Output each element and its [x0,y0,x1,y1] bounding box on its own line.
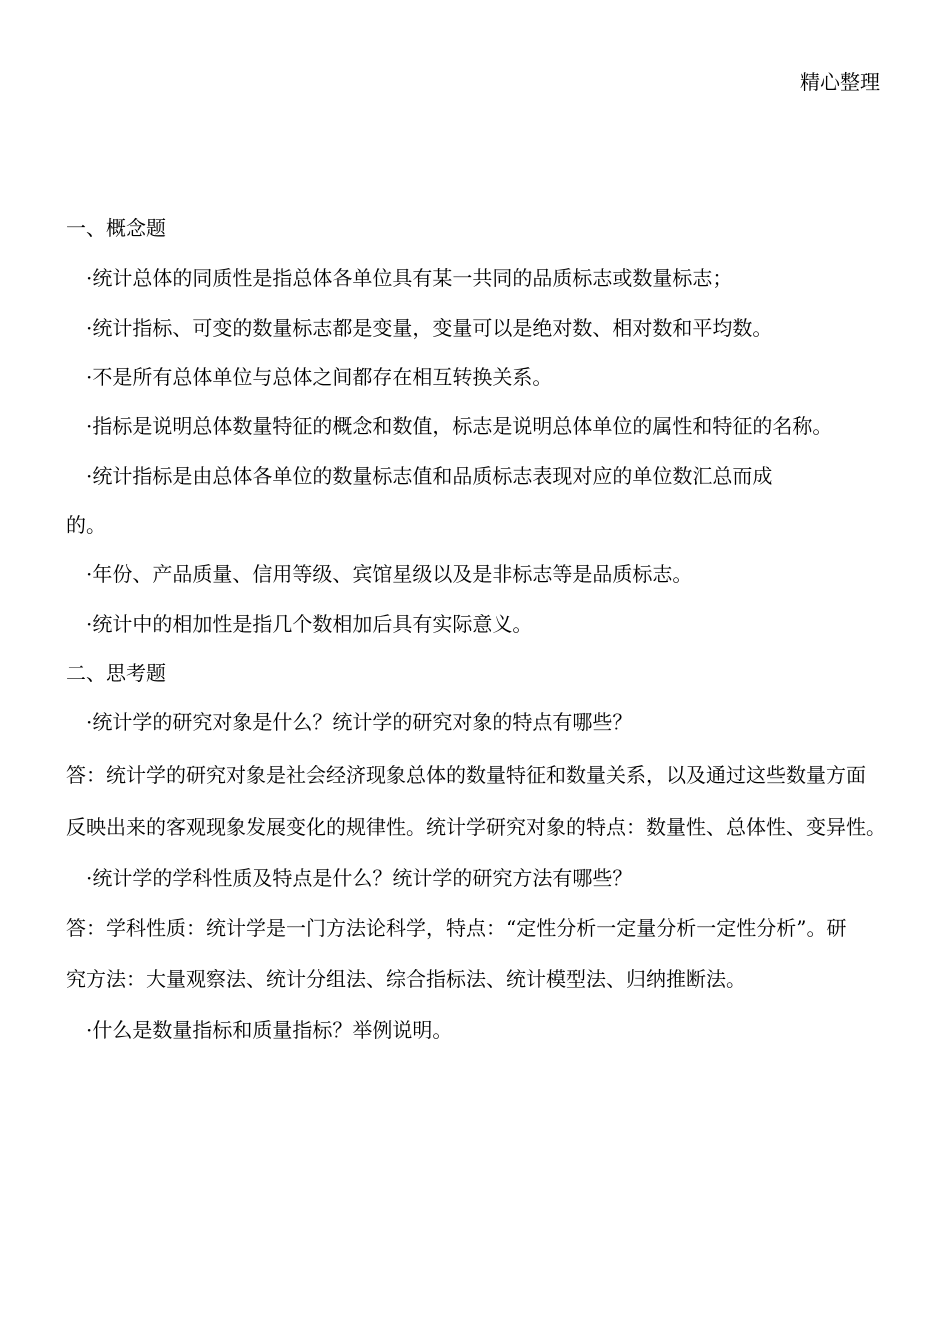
concept-item: ·统计总体的同质性是指总体各单位具有某一共同的品质标志或数量标志； [86,266,733,290]
answer-text: 答：学科性质：统计学是一门方法论科学，特点：“定性分析一定量分析一定性分析”。研 [66,916,847,940]
concept-item: ·统计中的相加性是指几个数相加后具有实际意义。 [86,612,533,636]
section-heading-concepts: 一、概念题 [66,216,166,240]
question-item: ·统计学的学科性质及特点是什么？统计学的研究方法有哪些？ [86,866,633,890]
answer-text: 答：统计学的研究对象是社会经济现象总体的数量特征和数量关系，以及通过这些数量方面 [66,763,866,787]
concept-item: ·不是所有总体单位与总体之间都存在相互转换关系。 [86,365,553,389]
question-item: ·统计学的研究对象是什么？统计学的研究对象的特点有哪些？ [86,710,633,734]
header-note: 精心整理 [800,70,880,94]
concept-item: ·统计指标、可变的数量标志都是变量，变量可以是绝对数、相对数和平均数。 [86,316,773,340]
concept-item: ·指标是说明总体数量特征的概念和数值，标志是说明总体单位的属性和特征的名称。 [86,414,833,438]
concept-item: ·统计指标是由总体各单位的数量标志值和品质标志表现对应的单位数汇总而成 [86,464,773,488]
answer-text: 反映出来的客观现象发展变化的规律性。统计学研究对象的特点：数量性、总体性、变异性。 [66,815,886,839]
section-heading-questions: 二、思考题 [66,661,166,685]
question-item: ·什么是数量指标和质量指标？举例说明。 [86,1018,453,1042]
concept-item-continuation: 的。 [66,513,106,537]
answer-text: 究方法：大量观察法、统计分组法、综合指标法、统计模型法、归纳推断法。 [66,967,746,991]
concept-item: ·年份、产品质量、信用等级、宾馆星级以及是非标志等是品质标志。 [86,562,693,586]
